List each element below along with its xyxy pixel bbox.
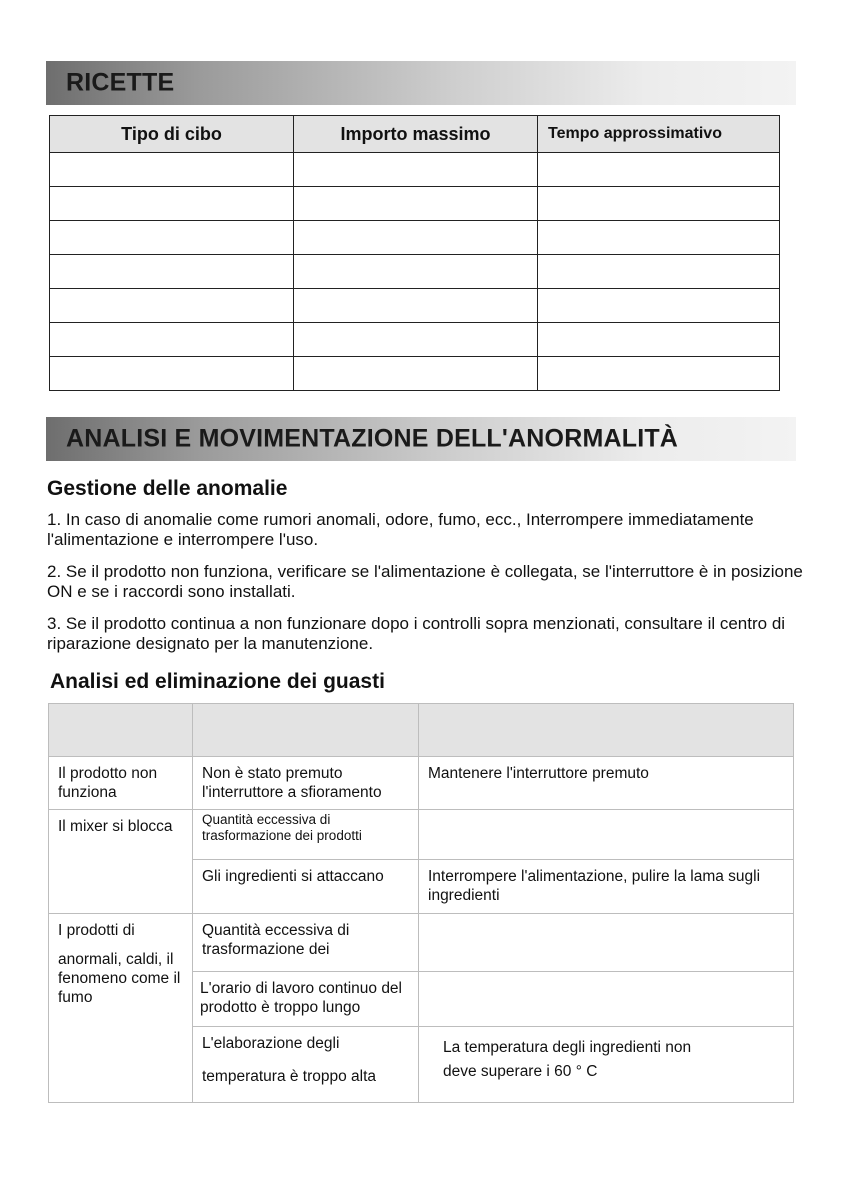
table-cell — [294, 153, 538, 187]
table-cell — [294, 323, 538, 357]
recipes-table — [49, 115, 780, 391]
table-cell — [50, 221, 294, 255]
faults-table-header — [49, 704, 794, 757]
troubleshooting-section-title: ANALISI E MOVIMENTAZIONE DELL'ANORMALITÀ — [66, 424, 679, 453]
table-cell — [294, 289, 538, 323]
table-cell — [50, 289, 294, 323]
table-row — [50, 289, 780, 323]
faults-table — [48, 703, 794, 1103]
table-cell — [538, 221, 780, 255]
table-row — [50, 153, 780, 187]
table-cell — [538, 323, 780, 357]
solution-cell: Mantenere l'interruttore premuto — [419, 757, 794, 810]
cause-cell: Quantità eccessiva di trasformazione dei prodotti — [193, 810, 419, 860]
cause-cell: Quantità eccessiva di trasformazione dei — [193, 914, 419, 972]
column-header-food-type: Tipo di cibo — [50, 116, 294, 153]
anomaly-instruction-1: 1. In caso di anomalie come rumori anomali, odore, fumo, ecc., Interrompere immediatamente l'alimentazione e interrompere l'uso. — [47, 510, 754, 549]
table-cell — [294, 357, 538, 391]
solution-cell — [419, 914, 794, 972]
column-header-problem — [49, 704, 193, 757]
solution-cell: Interrompere l'alimentazione, pulire la lama sugli ingredienti — [419, 860, 794, 914]
solution-cell — [419, 972, 794, 1027]
cause-cell: L'orario di lavoro continuo del prodotto è troppo lungo — [193, 972, 419, 1027]
table-cell — [50, 187, 294, 221]
anomalies-heading: Gestione delle anomalie — [47, 477, 288, 500]
column-header-solution — [419, 704, 794, 757]
table-row — [50, 323, 780, 357]
problem-text-line-1: I prodotti di — [58, 922, 135, 939]
solution-cell — [419, 810, 794, 860]
table-row — [49, 810, 794, 860]
table-row — [50, 187, 780, 221]
anomaly-instruction-3: 3. Se il prodotto continua a non funzionare dopo i controlli sopra menzionati, consultare il centro di riparazione designato per la manutenzione. — [47, 614, 786, 653]
table-row — [50, 255, 780, 289]
table-cell — [538, 357, 780, 391]
faults-heading: Analisi ed eliminazione dei guasti — [50, 670, 385, 693]
table-cell — [50, 357, 294, 391]
column-header-approx-time: Tempo approssimativo — [538, 116, 780, 153]
recipes-section-banner — [46, 61, 796, 105]
problem-text-line-2: anormali, caldi, il fenomeno come il fumo — [58, 951, 181, 1006]
table-cell — [538, 289, 780, 323]
cause-text-line-2: temperatura è troppo alta — [202, 1068, 377, 1085]
column-header-cause — [193, 704, 419, 757]
table-cell — [538, 255, 780, 289]
table-cell — [538, 153, 780, 187]
table-cell — [538, 187, 780, 221]
recipes-table-header — [50, 116, 780, 153]
solution-cell — [419, 1027, 794, 1103]
table-cell — [50, 153, 294, 187]
cause-cell: Non è stato premuto l'interruttore a sfioramento — [193, 757, 419, 810]
cause-cell — [193, 1027, 419, 1103]
anomaly-instruction-2: 2. Se il prodotto non funziona, verificare se l'alimentazione è collegata, se l'interruttore è in posizione ON e se i raccordi sono installati. — [47, 562, 803, 601]
cause-text-line-1: L'elaborazione degli — [202, 1035, 340, 1052]
recipes-section-title: RICETTE — [66, 68, 175, 97]
column-header-max-amount: Importo massimo — [294, 116, 538, 153]
table-cell — [294, 187, 538, 221]
table-row — [50, 357, 780, 391]
table-row — [50, 221, 780, 255]
table-cell — [294, 255, 538, 289]
cause-cell: Gli ingredienti si attaccano — [193, 860, 419, 914]
problem-cell: Il mixer si blocca — [49, 810, 193, 914]
troubleshooting-section-banner — [46, 417, 796, 461]
solution-text-line-2: deve superare i 60 ° C — [443, 1063, 598, 1080]
table-row — [49, 914, 794, 972]
table-cell — [50, 323, 294, 357]
solution-text-line-1: La temperatura degli ingredienti non — [443, 1039, 692, 1056]
table-cell — [50, 255, 294, 289]
problem-cell: Il prodotto non funziona — [49, 757, 193, 810]
table-row — [49, 757, 794, 810]
table-cell — [294, 221, 538, 255]
problem-cell — [49, 914, 193, 1103]
